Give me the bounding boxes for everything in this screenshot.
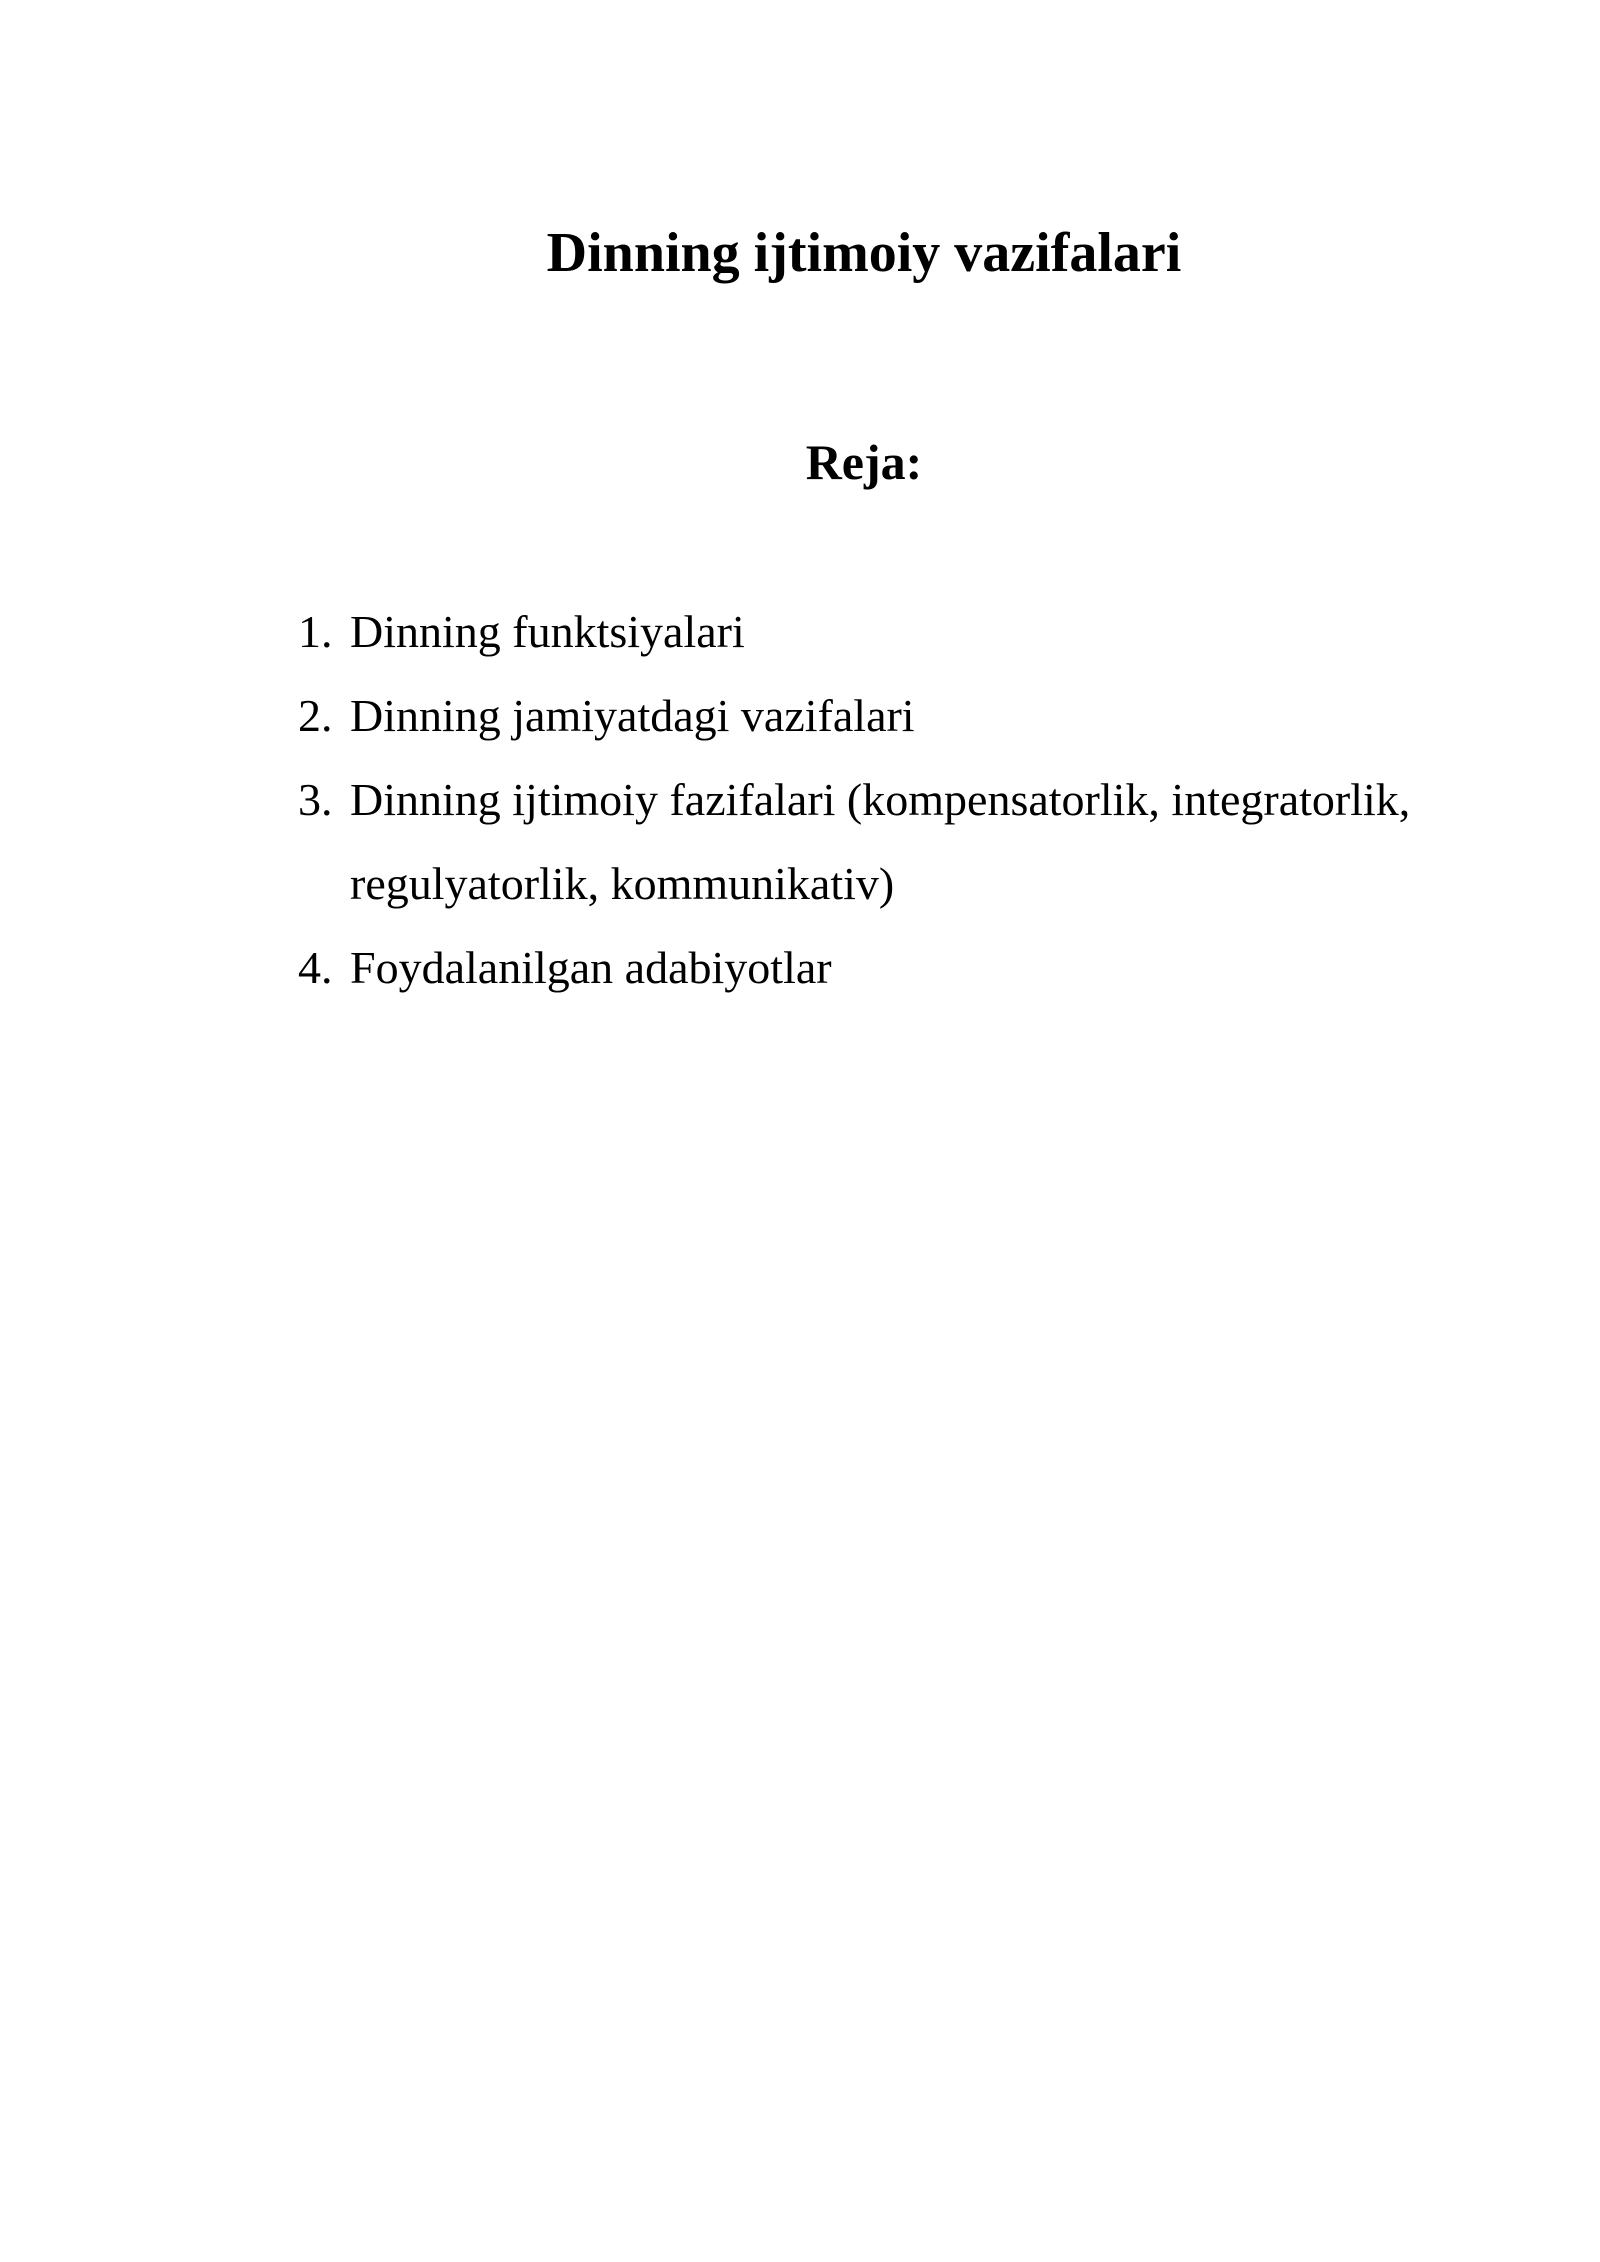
list-item	[298, 674, 1498, 758]
list-item-number: 3.	[298, 774, 333, 825]
list-item-number: 4.	[298, 942, 333, 993]
list-item-text: Dinning funktsiyalari	[350, 606, 745, 657]
plan-heading: Reja:	[805, 434, 923, 490]
list-item-text: Foydalanilgan adabiyotlar	[350, 942, 832, 993]
list-item-text: Dinning jamiyatdagi vazifalari	[350, 690, 915, 741]
list-item	[298, 590, 1498, 674]
document-title: Dinning ijtimoiy vazifalari	[546, 222, 1182, 284]
list-item-text: Dinning ijtimoiy fazifalari (kompensatorlik, integratorlik, regulyatorlik, kommunikativ)	[350, 774, 1411, 909]
list-item	[298, 758, 1498, 926]
list-item	[298, 926, 1498, 1010]
list-item-number: 1.	[298, 606, 333, 657]
list-item-number: 2.	[298, 690, 333, 741]
plan-list	[298, 590, 1498, 1010]
